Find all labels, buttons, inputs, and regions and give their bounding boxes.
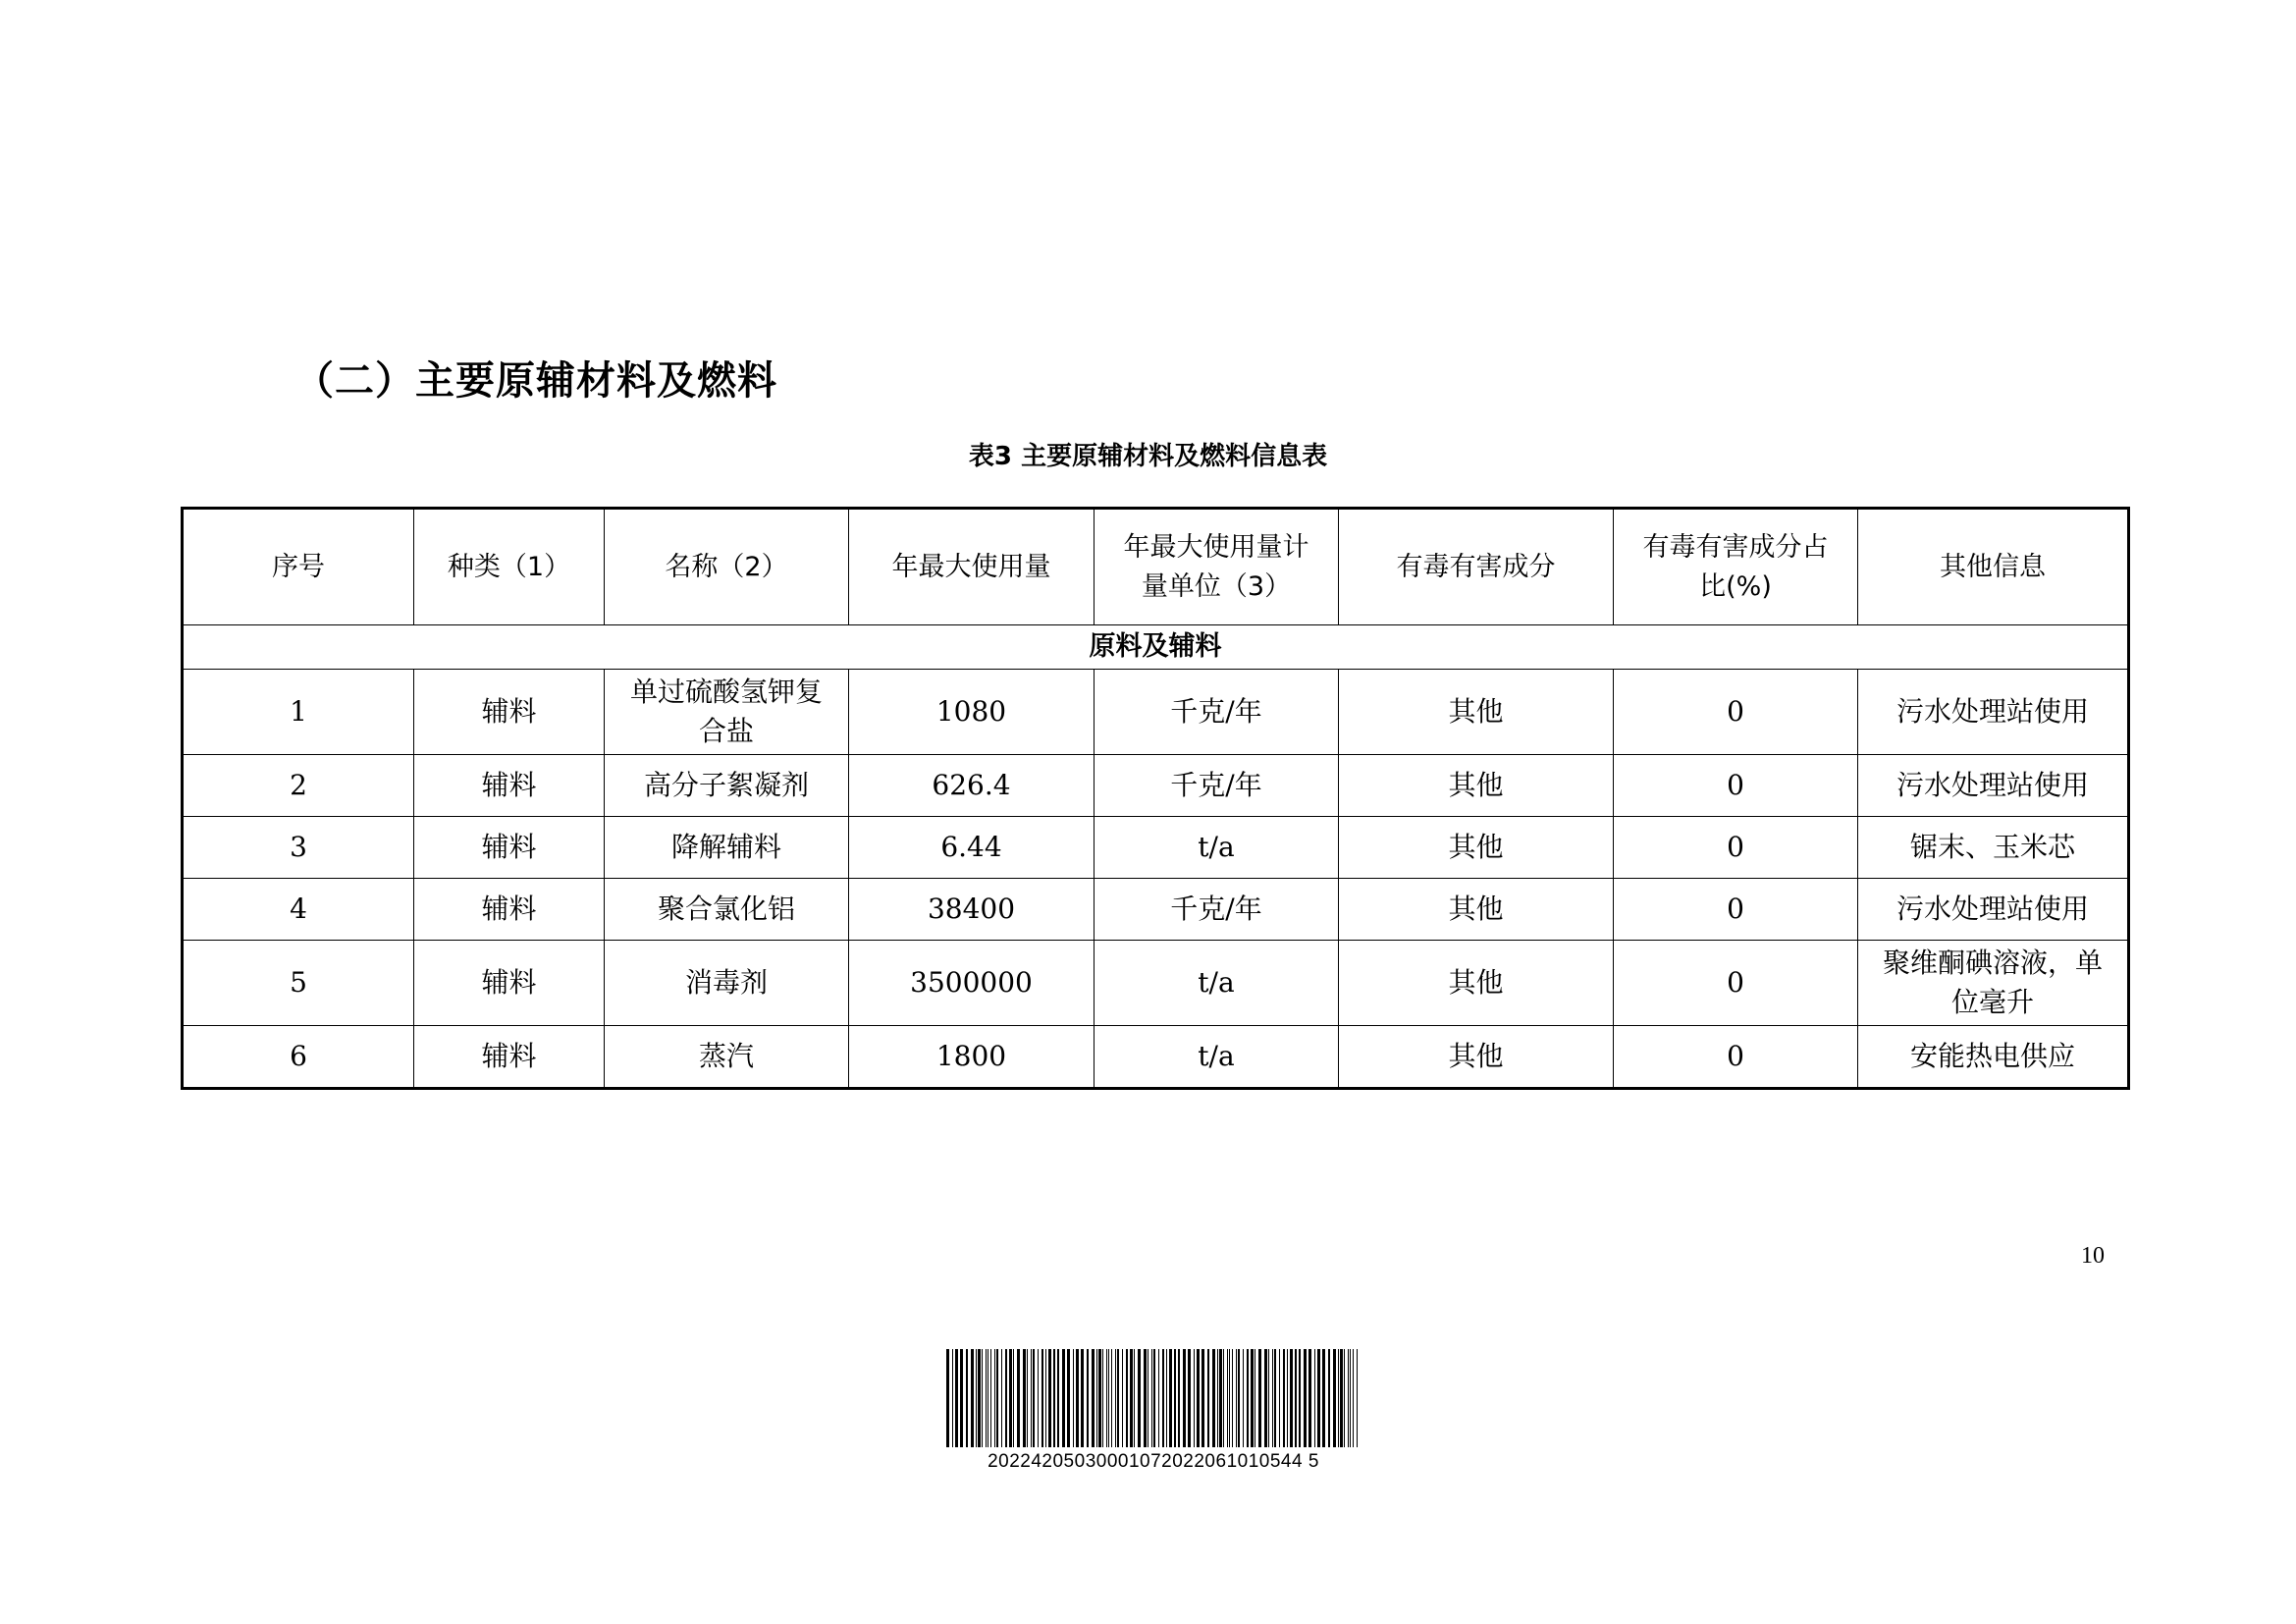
table-row: [183, 755, 2129, 817]
barcode-bar: [978, 1349, 981, 1447]
cell-type: 辅料: [414, 879, 605, 941]
section-heading: （二）主要原辅材料及燃料: [294, 358, 777, 404]
header-cell: 年最大使用量: [849, 509, 1095, 625]
header-cell: 年最大使用量计 量单位（3）: [1095, 509, 1339, 625]
barcode-bar: [1130, 1349, 1133, 1447]
barcode-bar: [1279, 1349, 1280, 1447]
page-number: 10: [2081, 1243, 2105, 1269]
cell-toxic: 其他: [1339, 1026, 1614, 1089]
cell-no: 6: [183, 1026, 414, 1089]
barcode-bar: [1317, 1349, 1320, 1447]
table-row: [183, 879, 2129, 941]
cell-no: 4: [183, 879, 414, 941]
cell-name: 聚合氯化铝: [605, 879, 849, 941]
barcode-bar: [1333, 1349, 1336, 1447]
table-row: [183, 670, 2129, 755]
barcode-bar: [1299, 1349, 1301, 1447]
header-cell: 有毒有害成分: [1339, 509, 1614, 625]
barcode-bar: [1169, 1349, 1172, 1447]
barcode-number: 20224205030001072022061010544 5: [988, 1451, 1319, 1472]
barcode-bar: [1087, 1349, 1089, 1447]
barcode-bar: [1098, 1349, 1101, 1447]
barcode-bar: [1217, 1349, 1218, 1447]
barcode-bar: [1274, 1349, 1276, 1447]
cell-other: 锯末、玉米芯: [1858, 817, 2129, 879]
barcode-bar: [1053, 1349, 1055, 1447]
barcode-bar: [955, 1349, 958, 1447]
cell-name: 高分子絮凝剂: [605, 755, 849, 817]
header-cell: 其他信息: [1858, 509, 2129, 625]
cell-amount: 626.4: [849, 755, 1095, 817]
barcode-bar: [946, 1349, 949, 1447]
barcode-bar: [1126, 1349, 1128, 1447]
cell-type: 辅料: [414, 670, 605, 755]
barcode-bar: [1174, 1349, 1176, 1447]
barcode-bar: [1057, 1349, 1059, 1447]
barcode-bar: [1201, 1349, 1204, 1447]
cell-ratio: 0: [1614, 941, 1858, 1026]
barcode-bar: [1115, 1349, 1116, 1447]
barcode-bar: [1287, 1349, 1288, 1447]
barcode-bar: [1013, 1349, 1014, 1447]
barcode-bar: [1238, 1349, 1240, 1447]
cell-name: 蒸汽: [605, 1026, 849, 1089]
barcode-bar: [1188, 1349, 1191, 1447]
barcode-bar: [1023, 1349, 1026, 1447]
barcode-bar: [990, 1349, 991, 1447]
cell-unit: 千克/年: [1095, 755, 1339, 817]
cell-other: 污水处理站使用: [1858, 879, 2129, 941]
barcode-bar: [1314, 1349, 1315, 1447]
barcode-bar: [1158, 1349, 1159, 1447]
cell-ratio: 0: [1614, 670, 1858, 755]
barcode-bar: [1348, 1349, 1349, 1447]
cell-unit: t/a: [1095, 817, 1339, 879]
cell-no: 5: [183, 941, 414, 1026]
barcode-bar: [966, 1349, 968, 1447]
barcode-bar: [994, 1349, 995, 1447]
barcode-bar: [1153, 1349, 1155, 1447]
barcode-bar: [1328, 1349, 1330, 1447]
barcode-bar: [1340, 1349, 1343, 1447]
barcode-bar: [1033, 1349, 1035, 1447]
barcode-bar: [1001, 1349, 1002, 1447]
table-row: [183, 941, 2129, 1026]
barcode-bar: [1295, 1349, 1297, 1447]
cell-type: 辅料: [414, 817, 605, 879]
barcode-bar: [1009, 1349, 1012, 1447]
cell-unit: 千克/年: [1095, 879, 1339, 941]
barcode-bar: [1048, 1349, 1051, 1447]
barcode-bar: [1212, 1349, 1215, 1447]
cell-amount: 1080: [849, 670, 1095, 755]
barcode-bar: [1062, 1349, 1065, 1447]
barcode-bar: [996, 1349, 998, 1447]
barcode-bar: [1027, 1349, 1028, 1447]
barcode-bar: [960, 1349, 963, 1447]
cell-name: 消毒剂: [605, 941, 849, 1026]
barcode-bar: [1272, 1349, 1273, 1447]
barcode-bar: [1096, 1349, 1097, 1447]
cell-no: 1: [183, 670, 414, 755]
barcode-bar: [1076, 1349, 1079, 1447]
cell-amount: 3500000: [849, 941, 1095, 1026]
cell-toxic: 其他: [1339, 879, 1614, 941]
barcode-bar: [1251, 1349, 1254, 1447]
barcode-bar: [1308, 1349, 1311, 1447]
barcode-bar: [1117, 1349, 1119, 1447]
barcode-bar: [1151, 1349, 1152, 1447]
barcode-bar: [1092, 1349, 1095, 1447]
cell-other: 安能热电供应: [1858, 1026, 2129, 1089]
barcode-bar: [1144, 1349, 1147, 1447]
barcode-bar: [1338, 1349, 1339, 1447]
cell-no: 3: [183, 817, 414, 879]
barcode-bar: [1111, 1349, 1112, 1447]
cell-other: 污水处理站使用: [1858, 755, 2129, 817]
barcode-bar: [1108, 1349, 1109, 1447]
cell-ratio: 0: [1614, 879, 1858, 941]
cell-toxic: 其他: [1339, 670, 1614, 755]
cell-name: 降解辅料: [605, 817, 849, 879]
header-cell: 种类（1）: [414, 509, 605, 625]
cell-unit: 千克/年: [1095, 670, 1339, 755]
barcode-bar: [1264, 1349, 1267, 1447]
table-row: [183, 1026, 2129, 1089]
barcode-bar: [1166, 1349, 1167, 1447]
header-row: [183, 509, 2129, 625]
table-caption: 表3 主要原辅材料及燃料信息表: [968, 442, 1328, 471]
barcode-bar: [1122, 1349, 1123, 1447]
barcode-icon: [944, 1349, 1362, 1447]
cell-unit: t/a: [1095, 1026, 1339, 1089]
header-cell: 名称（2）: [605, 509, 849, 625]
cell-ratio: 0: [1614, 1026, 1858, 1089]
barcode-bar: [1031, 1349, 1032, 1447]
barcode-bar: [1045, 1349, 1046, 1447]
cell-no: 2: [183, 755, 414, 817]
materials-table: [181, 507, 2130, 1090]
cell-type: 辅料: [414, 941, 605, 1026]
barcode-bar: [1232, 1349, 1233, 1447]
barcode-bar: [1073, 1349, 1074, 1447]
barcode-bar: [1229, 1349, 1230, 1447]
cell-amount: 6.44: [849, 817, 1095, 879]
cell-amount: 1800: [849, 1026, 1095, 1089]
barcode-bar: [1219, 1349, 1222, 1447]
cell-toxic: 其他: [1339, 941, 1614, 1026]
barcode-bar: [1247, 1349, 1249, 1447]
barcode-bar: [1067, 1349, 1070, 1447]
barcode-bar: [976, 1349, 977, 1447]
barcode-bar: [1017, 1349, 1020, 1447]
barcode-bar: [1207, 1349, 1209, 1447]
barcode-bar: [1041, 1349, 1043, 1447]
barcode-bar: [1106, 1349, 1107, 1447]
barcode-bar: [1223, 1349, 1224, 1447]
barcode-bar: [1081, 1349, 1084, 1447]
barcode-bar: [1290, 1349, 1293, 1447]
barcode-bar: [1258, 1349, 1261, 1447]
cell-unit: t/a: [1095, 941, 1339, 1026]
cell-other: 污水处理站使用: [1858, 670, 2129, 755]
barcode-bar: [986, 1349, 987, 1447]
barcode-bar: [1353, 1349, 1354, 1447]
cell-toxic: 其他: [1339, 755, 1614, 817]
barcode-bar: [1194, 1349, 1195, 1447]
barcode-bar: [1344, 1349, 1345, 1447]
cell-name: 单过硫酸氢钾复 合盐: [605, 670, 849, 755]
barcode-bar: [952, 1349, 953, 1447]
cell-toxic: 其他: [1339, 817, 1614, 879]
barcode-bar: [1183, 1349, 1186, 1447]
barcode-bar: [1134, 1349, 1135, 1447]
header-cell: 有毒有害成分占 比(%): [1614, 509, 1858, 625]
cell-type: 辅料: [414, 755, 605, 817]
barcode-bar: [1038, 1349, 1039, 1447]
barcode-bar: [1322, 1349, 1325, 1447]
barcode-bar: [1162, 1349, 1164, 1447]
barcode-bar: [1138, 1349, 1141, 1447]
cell-other: 聚维酮碘溶液，单 位毫升: [1858, 941, 2129, 1026]
table-row: [183, 817, 2129, 879]
barcode-bar: [1005, 1349, 1007, 1447]
barcode-bar: [1227, 1349, 1228, 1447]
barcode-bar: [1350, 1349, 1351, 1447]
barcode-bar: [1102, 1349, 1103, 1447]
group-row: [183, 625, 2129, 670]
barcode-bar: [1178, 1349, 1180, 1447]
cell-type: 辅料: [414, 1026, 605, 1089]
barcode-bar: [1243, 1349, 1244, 1447]
barcode-bar: [982, 1349, 983, 1447]
barcode-bar: [1283, 1349, 1285, 1447]
cell-ratio: 0: [1614, 755, 1858, 817]
barcode-bar: [971, 1349, 974, 1447]
cell-ratio: 0: [1614, 817, 1858, 879]
barcode-bar: [1304, 1349, 1307, 1447]
barcode-bar: [1268, 1349, 1269, 1447]
cell-amount: 38400: [849, 879, 1095, 941]
barcode-bar: [1236, 1349, 1237, 1447]
group-label: 原料及辅料: [183, 625, 2129, 670]
barcode-bar: [1357, 1349, 1358, 1447]
barcode-bar: [1197, 1349, 1200, 1447]
header-cell: 序号: [183, 509, 414, 625]
